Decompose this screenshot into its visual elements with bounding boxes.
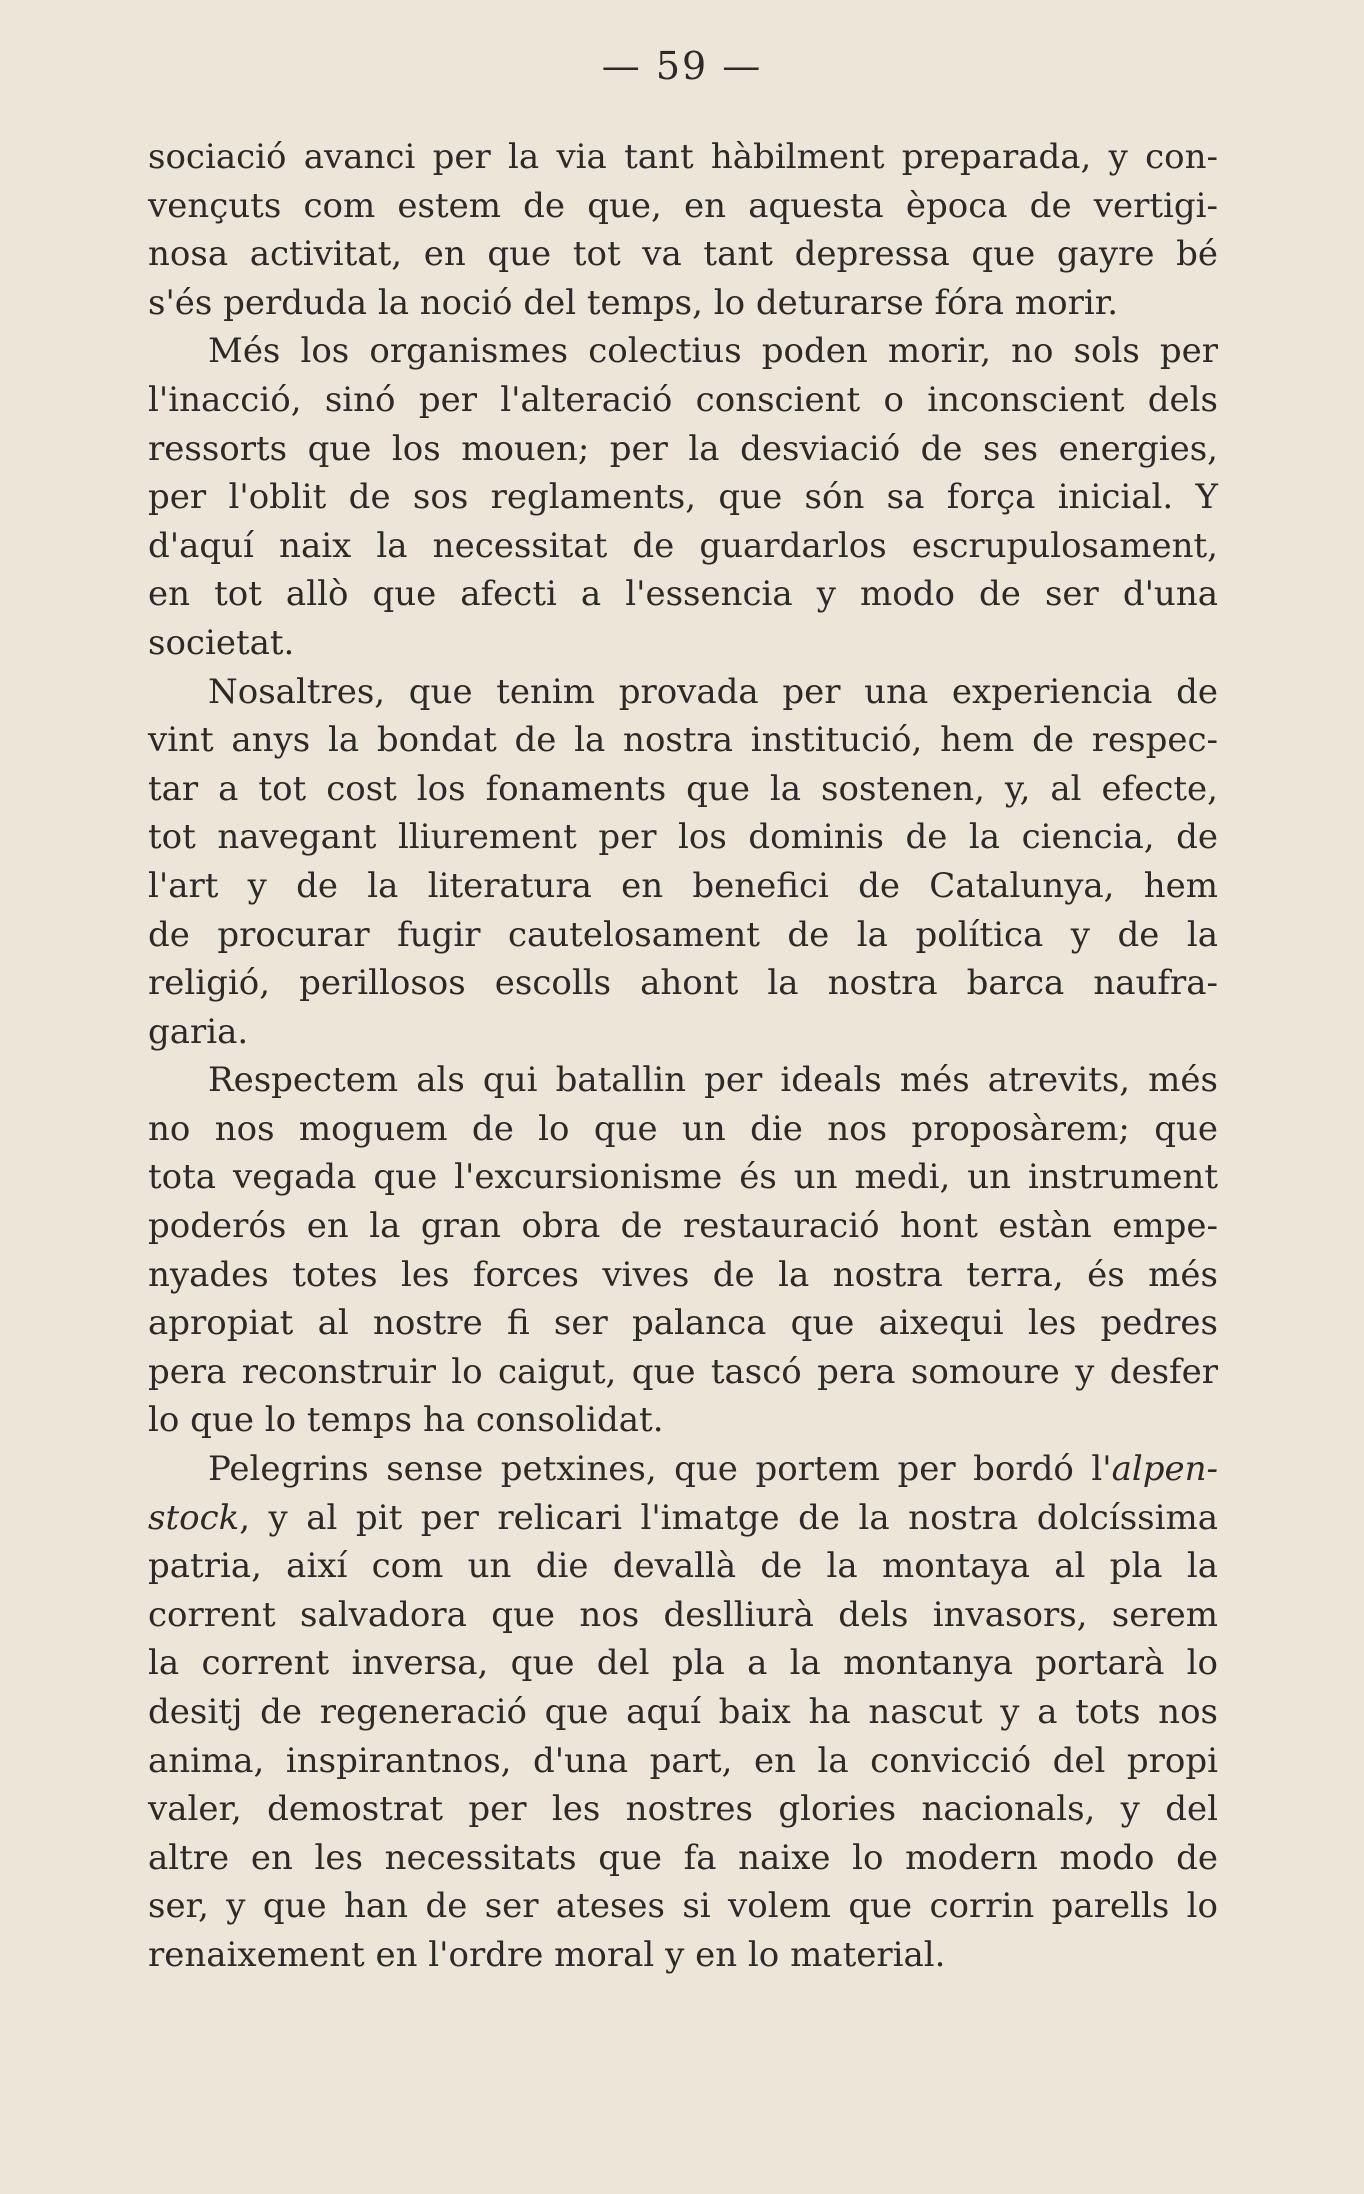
text-line: anima, inspirantnos, d'una part, en la convicció del propi bbox=[148, 1740, 1218, 1781]
text-line: tar a tot cost los fonaments que la sostenen, y, al efecte, bbox=[148, 768, 1218, 809]
text-line: poderós en la gran obra de restauració hont estàn empe- bbox=[148, 1206, 1218, 1247]
text-line: no nos moguem de lo que un die nos proposàrem; que bbox=[148, 1108, 1218, 1149]
text-line: nosa activitat, en que tot va tant depressa que gayre bé bbox=[148, 234, 1218, 275]
text-line: vint anys la bondat de la nostra institució, hem de respec- bbox=[148, 720, 1218, 761]
text-run: Pelegrins sense petxines, que portem per bordó l' bbox=[208, 1449, 1112, 1490]
text-line: en tot allò que afecti a l'essencia y modo de ser d'una bbox=[148, 574, 1218, 615]
text-line: desitj de regeneració que aquí baix ha nascut y a tots nos bbox=[148, 1692, 1218, 1732]
text-line: d'aquí naix la necessitat de guardarlos escrupulosament, bbox=[148, 525, 1218, 566]
text-line: tot navegant lliurement per los dominis de la ciencia, de bbox=[148, 817, 1218, 858]
text-line: societat. bbox=[148, 622, 295, 663]
text-line bbox=[148, 1494, 1218, 1543]
text-line: corrent salvadora que nos deslliurà dels invasors, serem bbox=[148, 1594, 1218, 1635]
text-line: la corrent inversa, que del pla a la montanya portarà lo bbox=[148, 1643, 1218, 1684]
text-line: renaixement en l'ordre moral y en lo material. bbox=[148, 1934, 946, 1975]
text-line: nyades totes les forces vives de la nostra terra, és més bbox=[148, 1254, 1218, 1295]
italic-term: alpen- bbox=[1111, 1449, 1218, 1490]
text-line: per l'oblit de sos reglaments, que són sa força inicial. Y bbox=[148, 477, 1218, 518]
text-line: sociació avanci per la via tant hàbilment preparada, y con- bbox=[148, 137, 1218, 177]
text-line: l'art y de la literatura en benefici de Catalunya, hem bbox=[148, 865, 1218, 906]
text-line: apropiat al nostre fi ser palanca que aixequi les pedres bbox=[148, 1303, 1218, 1344]
text-run: , y al pit per relicari l'imatge de la nostra dolcíssima bbox=[239, 1497, 1218, 1538]
text-line: Respectem als qui batallin per ideals més atrevits, més bbox=[208, 1060, 1218, 1101]
text-line bbox=[148, 1445, 1218, 1494]
text-line: religió, perillosos escolls ahont la nostra barca naufra- bbox=[148, 963, 1218, 1004]
text-line: ressorts que los mouen; per la desviació de ses energies, bbox=[148, 428, 1218, 469]
text-line: vençuts com estem de que, en aquesta època de vertigi- bbox=[148, 185, 1218, 226]
text-line: Més los organismes colectius poden morir, no sols per bbox=[208, 331, 1218, 372]
text-line: valer, demostrat per les nostres glories nacionals, y del bbox=[148, 1789, 1218, 1830]
text-line: garia. bbox=[148, 1011, 249, 1052]
text-line: Nosaltres, que tenim provada per una experiencia de bbox=[208, 671, 1218, 712]
text-line: lo que lo temps ha consolidat. bbox=[148, 1400, 664, 1441]
text-line: s'és perduda la noció del temps, lo deturarse fóra morir. bbox=[148, 282, 1119, 323]
text-line: patria, així com un die devallà de la montaya al pla la bbox=[148, 1546, 1218, 1587]
text-line: ser, y que han de ser ateses si volem que corrin parells lo bbox=[148, 1886, 1218, 1927]
text-line: pera reconstruir lo caigut, que tascó pera somoure y desfer bbox=[148, 1351, 1218, 1392]
text-line: de procurar fugir cautelosament de la política y de la bbox=[148, 914, 1218, 955]
text-line: l'inacció, sinó per l'alteració conscient o inconscient dels bbox=[148, 379, 1218, 420]
text-line: tota vegada que l'excursionisme és un medi, un instrument bbox=[148, 1157, 1218, 1198]
italic-term: stock bbox=[148, 1497, 240, 1538]
page-number: — 59 — bbox=[601, 44, 763, 88]
body-text bbox=[148, 133, 1218, 1980]
text-line: altre en les necessitats que fa naixe lo modern modo de bbox=[148, 1837, 1218, 1878]
